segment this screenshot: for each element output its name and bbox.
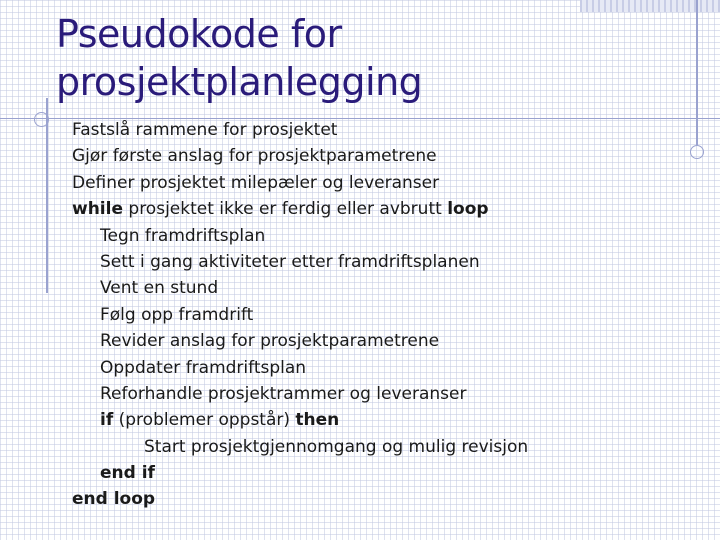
code-line: Fastslå rammene for prosjektet [72, 120, 338, 140]
code-line-end-if [72, 460, 702, 486]
keyword-if: if [100, 410, 114, 431]
keyword-loop: loop [447, 199, 489, 220]
code-line-while: while prosjektet ikke er ferdig eller avbrutt loop [72, 199, 489, 220]
code-line: Definer prosjektet milepæler og leveranser [72, 172, 440, 193]
code-line: Tegn framdriftsplan [100, 225, 266, 246]
slide-title-line-2: prosjektplanlegging [56, 60, 423, 104]
code-line: Start prosjektgjennomgang og mulig revisjon [144, 436, 529, 457]
pseudocode-block [72, 117, 702, 513]
code-line: Oppdater framdriftsplan [100, 357, 307, 378]
code-line: Reforhandle prosjektrammer og leveranser [100, 383, 467, 404]
decorative-left-line [46, 98, 48, 293]
keyword-end-loop: end loop [72, 489, 156, 510]
code-line: Sett i gang aktiviteter etter framdriftsplanen [100, 251, 480, 272]
decorative-circle [34, 112, 49, 127]
slide-title-line-1: Pseudokode for [56, 12, 342, 56]
code-line: Revider anslag for prosjektparametrene [100, 331, 440, 352]
keyword-then: then [295, 410, 340, 431]
keyword-while: while [72, 199, 123, 220]
keyword-end-if: end if [100, 463, 155, 484]
slide-title [56, 10, 676, 106]
code-line-end-loop [72, 486, 702, 512]
code-line: Gjør første anslag for prosjektparametrene [72, 146, 437, 167]
code-line-if: if (problemer oppstår) then [100, 410, 340, 431]
code-line: Vent en stund [100, 278, 219, 299]
code-line: Følg opp framdrift [100, 304, 254, 325]
